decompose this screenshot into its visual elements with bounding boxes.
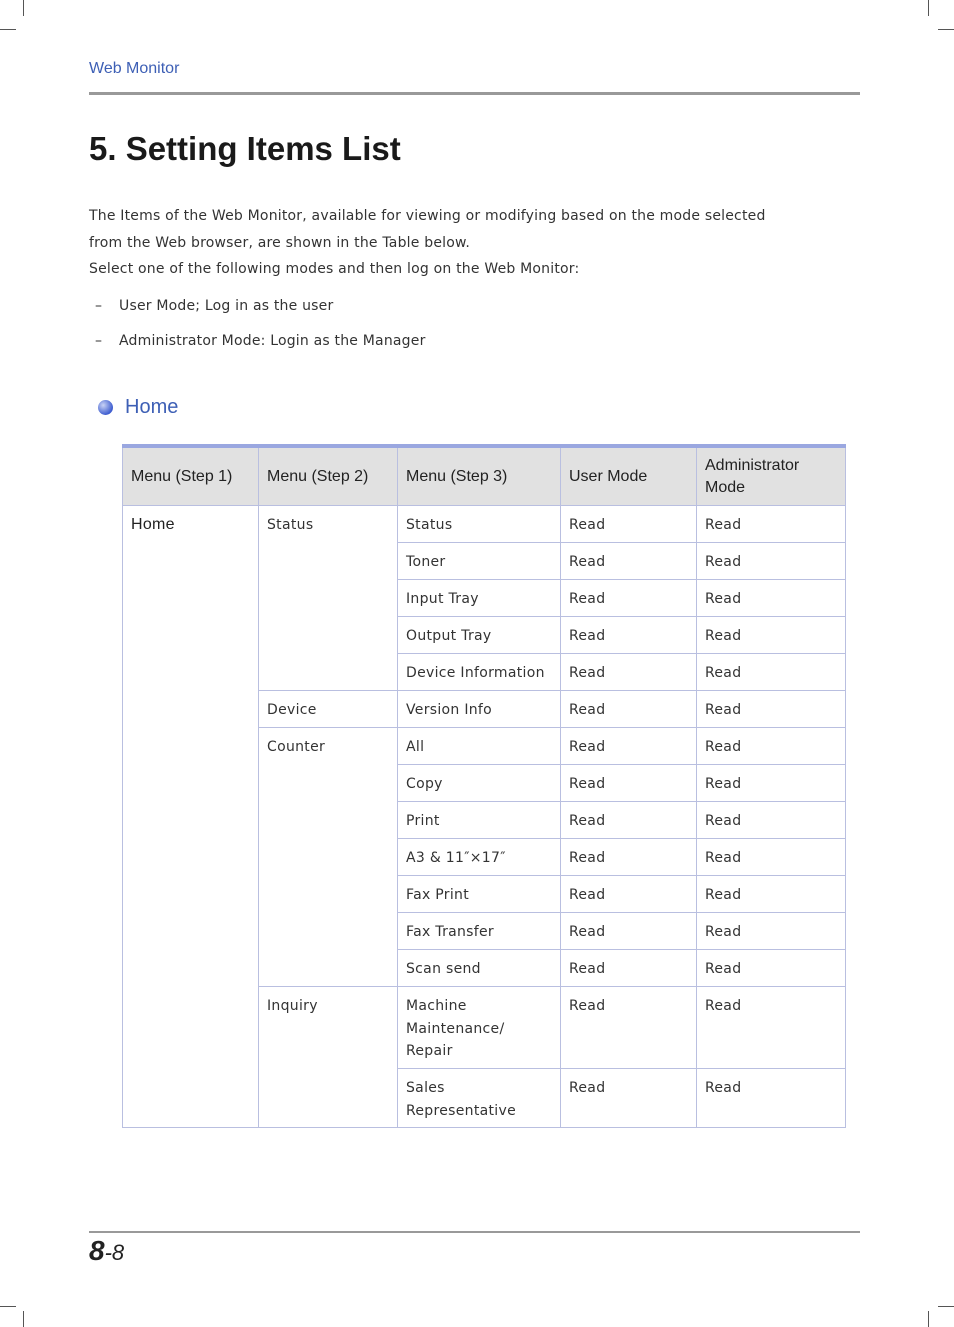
user-mode-cell: Read: [561, 543, 697, 580]
column-header: Menu (Step 2): [259, 446, 398, 506]
mode-list: [95, 298, 426, 368]
running-header: Web Monitor: [89, 60, 180, 77]
user-mode-cell: Read: [561, 765, 697, 802]
crop-mark: [23, 0, 24, 16]
page-index: -8: [104, 1240, 125, 1265]
admin-mode-cell: Read: [697, 728, 846, 765]
admin-mode-cell: Read: [697, 839, 846, 876]
step3-cell: Version Info: [398, 691, 561, 728]
section-title: Home: [125, 396, 179, 418]
user-mode-cell: Read: [561, 728, 697, 765]
step2-cell: Inquiry: [259, 987, 398, 1128]
admin-mode-cell: Read: [697, 876, 846, 913]
sphere-bullet-icon: [98, 400, 113, 415]
user-mode-cell: Read: [561, 802, 697, 839]
mode-text: User Mode; Log in as the user: [119, 298, 334, 314]
step3-cell: Sales Representative: [398, 1069, 561, 1128]
mode-item: [95, 333, 426, 368]
step3-cell: Fax Print: [398, 876, 561, 913]
admin-mode-cell: Read: [697, 691, 846, 728]
intro-line: The Items of the Web Monitor, available for viewing or modifying based on the mode selected: [89, 208, 766, 224]
admin-mode-cell: Read: [697, 765, 846, 802]
intro-line: from the Web browser, are shown in the Table below.: [89, 234, 471, 251]
page-title: 5. Setting Items List: [89, 130, 401, 167]
table-row: [123, 506, 846, 543]
dash-bullet: –: [95, 298, 103, 314]
admin-mode-cell: Read: [697, 987, 846, 1069]
admin-mode-cell: Read: [697, 506, 846, 543]
user-mode-cell: Read: [561, 950, 697, 987]
user-mode-cell: Read: [561, 987, 697, 1069]
step3-cell: All: [398, 728, 561, 765]
footer-rule: [89, 1231, 860, 1233]
admin-mode-cell: Read: [697, 543, 846, 580]
admin-mode-cell: Read: [697, 913, 846, 950]
step3-cell: Input Tray: [398, 580, 561, 617]
step3-cell: Toner: [398, 543, 561, 580]
step3-cell: Copy: [398, 765, 561, 802]
user-mode-cell: Read: [561, 580, 697, 617]
mode-item: [95, 298, 426, 333]
admin-mode-cell: Read: [697, 617, 846, 654]
crop-mark: [0, 29, 16, 30]
admin-mode-cell: Read: [697, 1069, 846, 1128]
step2-cell: Counter: [259, 728, 398, 987]
step3-cell: Print: [398, 802, 561, 839]
user-mode-cell: Read: [561, 691, 697, 728]
admin-mode-cell: Read: [697, 654, 846, 691]
crop-mark: [938, 1306, 954, 1307]
chapter-number: 8: [89, 1235, 105, 1266]
column-header: User Mode: [561, 446, 697, 506]
step1-cell: Home: [123, 506, 259, 1128]
user-mode-cell: Read: [561, 1069, 697, 1128]
section-heading: [98, 396, 178, 419]
user-mode-cell: Read: [561, 913, 697, 950]
step2-cell: Device: [259, 691, 398, 728]
table-header-row: [123, 446, 846, 506]
column-header: Menu (Step 1): [123, 446, 259, 506]
crop-mark: [938, 29, 954, 30]
crop-mark: [0, 1306, 16, 1307]
step3-cell: Output Tray: [398, 617, 561, 654]
header-rule: [89, 92, 860, 95]
step3-cell: Scan send: [398, 950, 561, 987]
step3-cell: Status: [398, 506, 561, 543]
settings-table: [122, 444, 846, 1128]
crop-mark: [23, 1311, 24, 1327]
intro-line: Select one of the following modes and then log on the Web Monitor:: [89, 261, 580, 277]
admin-mode-cell: Read: [697, 580, 846, 617]
mode-text: Administrator Mode: Login as the Manager: [119, 333, 426, 349]
user-mode-cell: Read: [561, 617, 697, 654]
column-header: Menu (Step 3): [398, 446, 561, 506]
step3-cell: A3 & 11″×17″: [398, 839, 561, 876]
step3-cell: Fax Transfer: [398, 913, 561, 950]
page-number: [89, 1235, 124, 1267]
admin-mode-cell: Read: [697, 802, 846, 839]
step2-cell: Status: [259, 506, 398, 691]
crop-mark: [928, 0, 929, 16]
column-header: Administrator Mode: [697, 446, 846, 506]
step3-cell: Device Information: [398, 654, 561, 691]
intro-text: [89, 203, 829, 283]
user-mode-cell: Read: [561, 654, 697, 691]
admin-mode-cell: Read: [697, 950, 846, 987]
user-mode-cell: Read: [561, 876, 697, 913]
user-mode-cell: Read: [561, 839, 697, 876]
crop-mark: [928, 1311, 929, 1327]
step3-cell: Machine Maintenance/ Repair: [398, 987, 561, 1069]
user-mode-cell: Read: [561, 506, 697, 543]
dash-bullet: –: [95, 333, 103, 349]
